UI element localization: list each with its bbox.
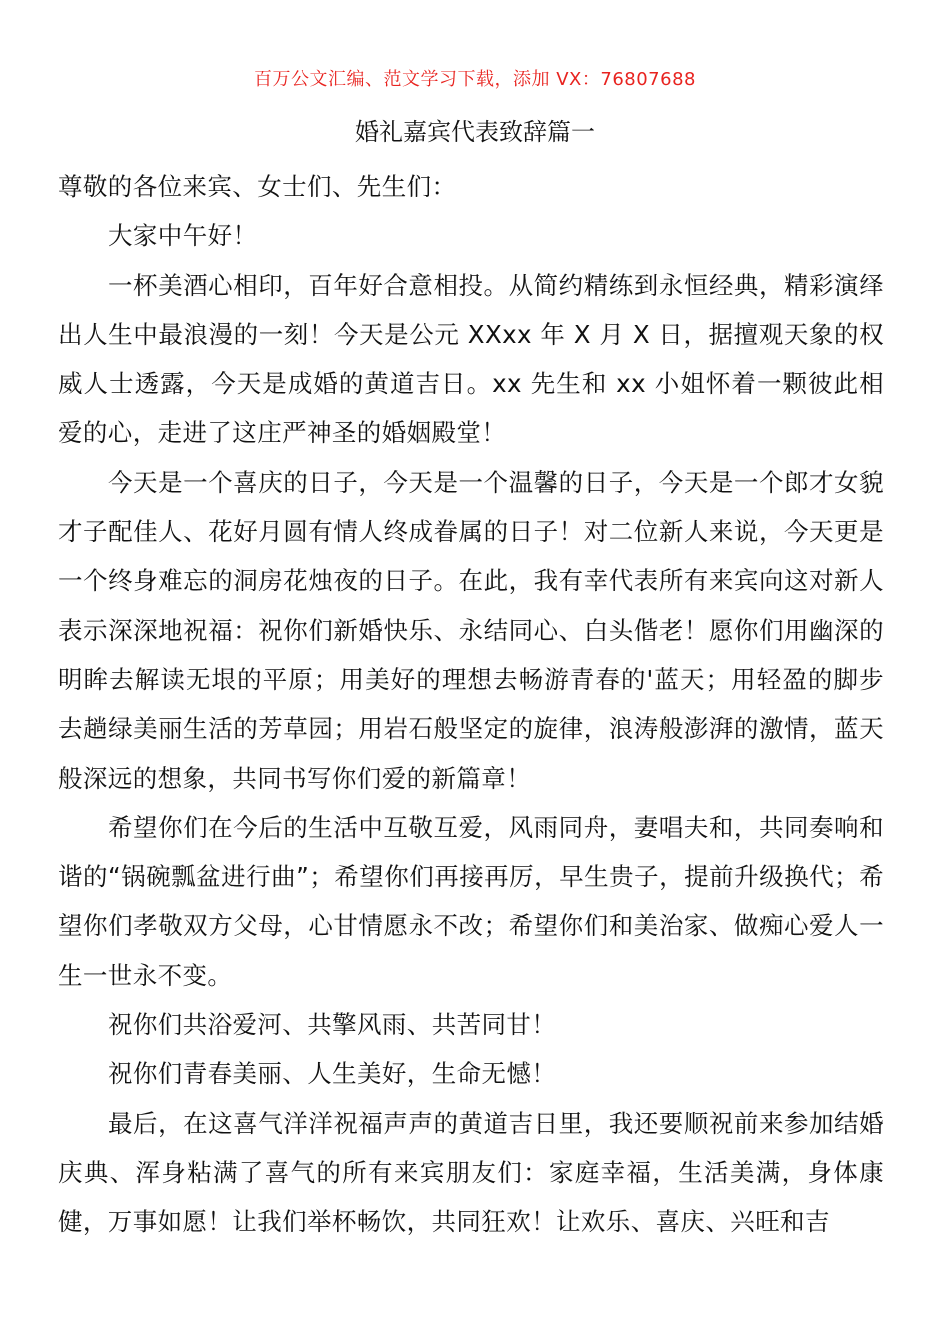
paragraph-greeting: 大家中午好！ xyxy=(108,221,258,251)
paragraph-blessing: 今天是一个喜庆的日子，今天是一个温馨的日子，今天是一个郎才女貌才子配佳人、花好月圆有情人终成眷属的日子！对二位新人来说，今天更是一个终身难忘的洞房花烛夜的日子。在此，我有幸代表所有来宾向这对新人表示深深地祝福：祝你们新婚快乐、永结同心、白头偕老！愿你们用幽深的明眸去解读无垠的平原；用美好的理想去畅游青春的'蓝天；用轻盈的脚步去趟绿美丽生活的芳草园；用岩石般坚定的旋律，浪涛般澎湃的激情，蓝天般深远的想象，共同书写你们爱的新篇章！ xyxy=(58,467,884,793)
header-note: 百万公文汇编、范文学习下载，添加 VX：76807688 xyxy=(254,69,696,90)
document-body xyxy=(58,162,884,1247)
paragraph-closing: 最后，在这喜气洋洋祝福声声的黄道吉日里，我还要顺祝前来参加结婚庆典、浑身粘满了喜气的所有来宾朋友们：家庭幸福，生活美满，身体康健，万事如愿！让我们举杯畅饮，共同狂欢！让欢乐、喜庆、兴旺和吉 xyxy=(58,1108,884,1237)
paragraph-wish-2: 祝你们青春美丽、人生美好，生命无憾！ xyxy=(108,1059,557,1089)
document-title: 婚礼嘉宾代表致辞篇一 xyxy=(355,118,595,146)
paragraph-wish-1: 祝你们共浴爱河、共擎风雨、共苦同甘！ xyxy=(108,1010,557,1040)
salutation: 尊敬的各位来宾、女士们、先生们： xyxy=(58,172,457,201)
paragraph-opening: 一杯美酒心相印，百年好合意相投。从简约精练到永恒经典，精彩演绎出人生中最浪漫的一刻！今天是公元 XXxx 年 X 月 X 日，据擅观天象的权威人士透露，今天是成婚的黄道吉日。xx 先生和 xx 小姐怀着一颗彼此相爱的心，走进了这庄严神圣的婚姻殿堂！ xyxy=(58,270,884,448)
paragraph-hopes: 希望你们在今后的生活中互敬互爱，风雨同舟，妻唱夫和，共同奏响和谐的“锅碗瓢盆进行曲”；希望你们再接再厉，早生贵子，提前升级换代；希望你们孝敬双方父母，心甘情愿永不改；希望你们和美治家、做痴心爱人一生一世永不变。 xyxy=(58,812,884,990)
